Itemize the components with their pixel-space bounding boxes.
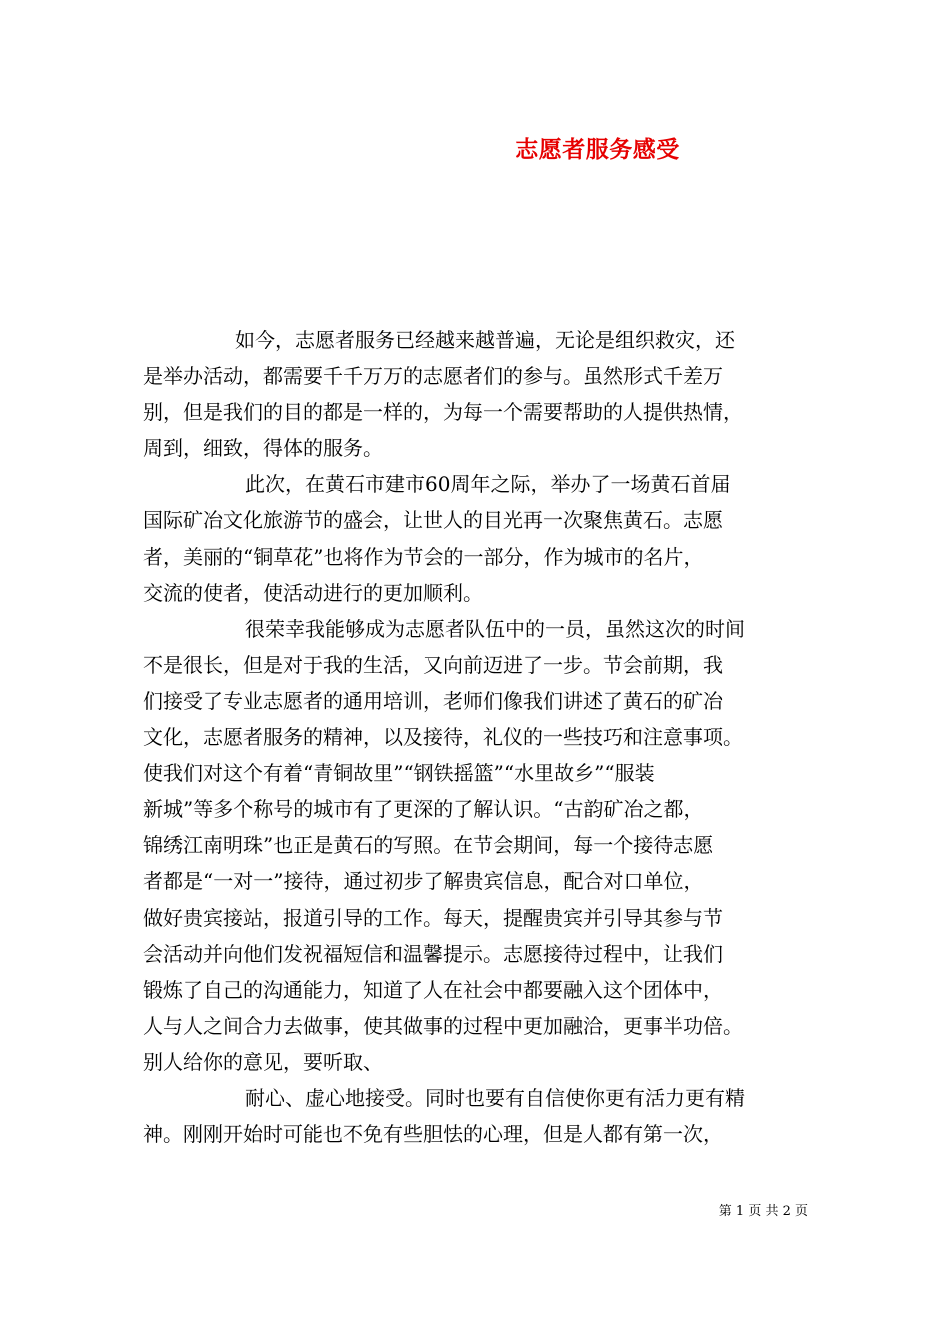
text-line: 者，美丽的“铜草花”也将作为节会的一部分，作为城市的名片， [143, 544, 704, 569]
text-line: 会活动并向他们发祝福短信和温馨提示。志愿接待过程中，让我们 [143, 941, 723, 966]
text-line: 新城”等多个称号的城市有了更深的了解认识。“古韵矿冶之都， [143, 797, 704, 822]
text-line: 别，但是我们的目的都是一样的，为每一个需要帮助的人提供热情， [143, 400, 743, 425]
text-line: 文化，志愿者服务的精神，以及接待，礼仪的一些技巧和注意事项。 [143, 725, 743, 750]
text-line: 使我们对这个有着“青铜故里”“钢铁摇篮”“水里故乡”“服装 [143, 761, 655, 786]
text-line: 周到，细致，得体的服务。 [143, 436, 383, 461]
text-line: 神。刚刚开始时可能也不免有些胆怯的心理，但是人都有第一次， [143, 1122, 723, 1147]
text-line: 是举办活动，都需要千千万万的志愿者们的参与。虽然形式千差万 [143, 364, 723, 389]
text-line: 锻炼了自己的沟通能力，知道了人在社会中都要融入这个团体中， [143, 977, 723, 1002]
text-line: 锦绣江南明珠”也正是黄石的写照。在节会期间，每一个接待志愿 [143, 833, 714, 858]
text-line: 国际矿冶文化旅游节的盛会，让世人的目光再一次聚焦黄石。志愿 [143, 508, 723, 533]
text-line: 人与人之间合力去做事，使其做事的过程中更加融洽，更事半功倍。 [143, 1013, 743, 1038]
text-line: 交流的使者，使活动进行的更加顺利。 [143, 580, 483, 605]
document-body [143, 322, 823, 1152]
text-line: 者都是“一对一”接待，通过初步了解贵宾信息，配合对口单位， [143, 869, 704, 894]
text-line: 不是很长，但是对于我的生活，又向前迈进了一步。节会前期，我 [143, 652, 723, 677]
text-line: 别人给你的意见，要听取、 [143, 1049, 383, 1074]
text-line: 如今，志愿者服务已经越来越普遍，无论是组织救灾，还 [235, 328, 735, 352]
text-line: 们接受了专业志愿者的通用培训，老师们像我们讲述了黄石的矿冶 [143, 688, 723, 713]
text-line: 耐心、虚心地接受。同时也要有自信使你更有活力更有精 [245, 1085, 745, 1110]
text-line: 很荣幸我能够成为志愿者队伍中的一员，虽然这次的时间 [245, 616, 745, 641]
text-line: 此次，在黄石市建市60周年之际，举办了一场黄石首届 [245, 472, 731, 497]
document-title: 志愿者服务感受 [515, 136, 680, 163]
page-number: 第 1 页 共 2 页 [718, 1204, 808, 1219]
text-line: 做好贵宾接站，报道引导的工作。每天，提醒贵宾并引导其参与节 [143, 905, 723, 930]
